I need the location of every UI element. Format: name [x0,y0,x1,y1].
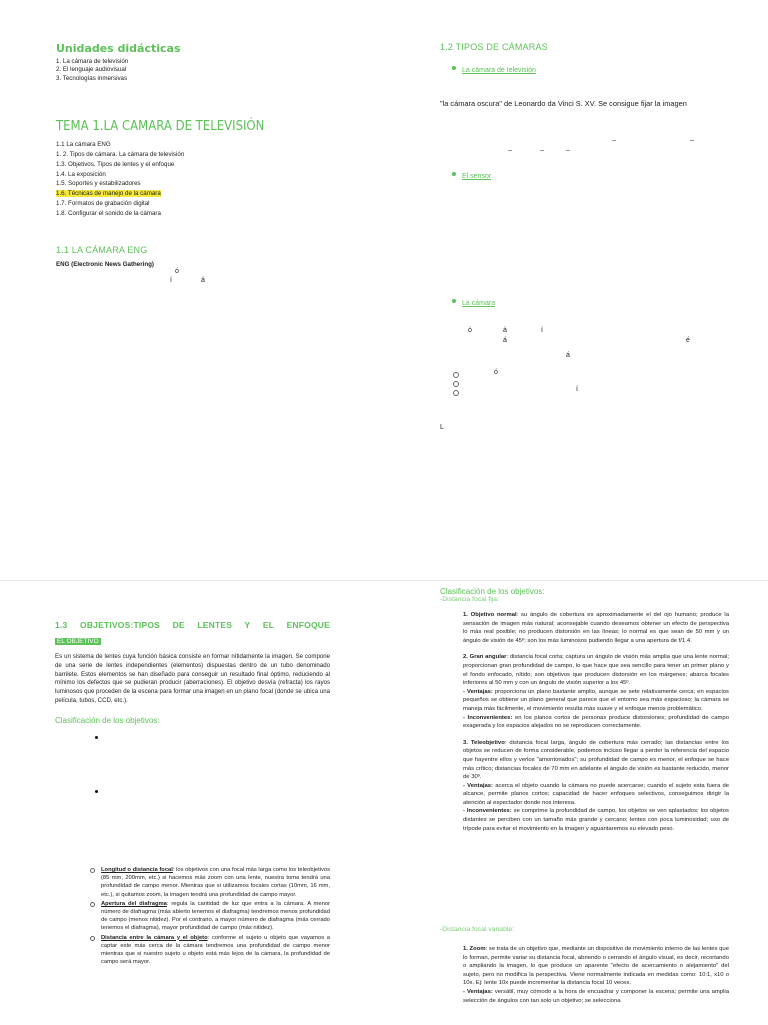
unidad-item: 1. La cámara de televisión [56,58,129,65]
tipos-item-sensor [452,165,491,183]
text-fragment: á [201,277,205,284]
gran-ventajas: - Ventajas: proporciona un plano bastante amplio, aunque se sete relativamente cerca; en espacios pequeños se obtiene un plano general que parece que el entorno sea más espacioso; la cámara se maneja más fácilmente, el movimiento resulta más suave y el enfoque menos problemático. [463,688,729,712]
list-item: Distancia entre la cámara y el objeto: conforme el sujeto u objeto que vayamos a captar este más cerca de la cámara tendremos una profundidad de campo menor mientras que si nuestro sujeto u objeto está más lejos de la cámara, la profundidad de campo será mayor. [90,934,330,967]
text-fragment: á [503,327,507,334]
tipos-item-camara [452,292,495,310]
text-fragment: _ [540,144,544,151]
bullet-icon [95,790,98,793]
unidad-item: 2. El lenguaje audiovisual [56,66,127,74]
profundidad-list [90,866,330,966]
unidades-title: Unidades didácticas [56,42,181,55]
text-fragment: _ [612,134,616,141]
objetivos-heading: 1.3 OBJETIVOS:TIPOS DE LENTES Y EL ENFOQUE [55,620,330,630]
focal-variable-list [463,945,729,1005]
text-fragment: í [541,327,543,334]
list-item: Longitud o distancia focal: los objetivos con una focal más larga como los teleobjetivos (85 mm, 200mm, etc.) si hacemos más zoom con una lente, nuestra toma tendrá una profundidad de campo menor. Mientras que si utilizamos focales cortas (10mm, 16 mm, etc.), si quitamos zoom, la imagen tendrá una profundidad de campo mayor. [90,866,330,899]
tema-toc [56,140,386,218]
toc-item: 1.4. La exposición [56,170,106,178]
unidades-list [56,58,386,83]
toc-item-highlighted: 1.6. Técnicas de manejo de la cámara [56,190,161,198]
list-item: Apertura del diafragma: regula la cantidad de luz que entra a la cámara. A menor número de diafragma (más abierto tenemos el diafragma) tendremos menos profundidad de campo (menos nitidez). Por el contrario, a mayor número de diafragma (más cerrado tenemos el diafragma), mayor profundidad de campo (más nitidez). [90,900,330,933]
right-column-1 [440,42,730,77]
zoom-ventajas: - Ventajas: versátil, muy cómodo a la hora de encuadrar y componer la escena; permite una amplia selección de ángulos con tan solo un objetivo; se selecciona [463,988,729,1004]
tipos-quote: "la cámara oscura" de Leonardo da Vinci S. XV. Se consigue fijar la imagen [440,99,687,108]
text-fragment: _ [690,134,694,141]
text-fragment: í [170,277,172,284]
text-fragment: _ [508,144,512,151]
text-fragment: ó [175,268,179,275]
toc-item: 1.1 La cámara ENG [56,141,111,149]
list-item-zoom: 1. Zoom: se trata de un objetivo que, mediante un dispositivo de movimiento interno de las lentes que lo forman, permite variar su distancia focal, abriendo o cerrando el ángulo visual, es decir, recortando o ampliando la imagen, lo que produce un aparente "efecto de acercamiento o alejamiento" del sujeto, pero no modifica la perspectiva. Viene normalmente indicada en medidas como: 10:1, x10 o 10x. Ej: lente 10x puede incrementar la distancia focal 10 veces. [463,946,729,987]
clasificacion-right-heading: Clasificación de los objetivos: [440,587,545,596]
right-column-2 [440,587,730,603]
toc-item: 1.5. Soportes y estabilizadores [56,180,141,188]
tipos-link-sensor[interactable]: El sensor [462,173,492,180]
document-page-2 [0,580,768,1025]
bullet-icon [452,172,456,176]
tipos-item-tv [440,59,730,77]
bullet-icon [452,66,456,70]
circle-bullet-icon [453,381,459,387]
clasificacion-heading: Clasificación de los objetivos: [55,715,160,725]
tipos-link-tv[interactable]: La cámara de televisión [462,67,536,74]
list-item-gran-angular: 2. Gran angular: distancia focal corta; captura un ángulo de visión más amplia que una lente normal; proporcionan gran profundidad de campo, lo que hace que sea sencillo para tener un primer plano y el fondo enfocado, nítido; son objetivos que producen distorsión en los márgenes; abarca focales inferiores al 50 mm y con un ángulo de visión superior a los 45º. [463,654,729,687]
objetivos-intro: Es un sistema de lentes cuya función básica consiste en formar nítidamente la imagen. Se compone de una serie de lentes independientes (elementos) dispuestas dentro de un tubo denominado barrilete. Estos elementos se han diseñado para conseguir un resultado final óptimo, reduciendo al mínimo los defectos que se pudieran producir (aberraciones). El objetivo desvía (refracta) los rayos luminosos que proceden de la escena para formar una imagen en un plano focal (donde se ubica una película, tubos, CCD, etc.). [55,653,330,704]
text-fragment: ó [468,327,472,334]
text-fragment: L [440,424,444,431]
bullet-icon [95,736,98,739]
text-fragment: á [566,352,570,359]
objetivo-badge-row [55,630,330,648]
tele-ventajas: - Ventajas: acerca el objeto cuando la cámara no puede acercarse; cuando el sujeto esta fuera de alcance, permite planos cortos; capacidad de hacer enfoques selectivos, conseguimos dirigir la atención al espectador donde nos interesa. [463,782,730,806]
circle-bullet-icon [453,372,459,378]
focal-fija-label: -Distancia focal fija: [440,596,499,603]
left-column-1 [56,42,386,269]
text-fragment: á [503,337,507,344]
list-item-teleobjetivo: 3. Teleobjetivo: distancia focal larga, ángulo de cobertura más cerrado; las distancias entre los objetos se reducen de forma considerable, podemos incluso llegar a perder la referencia del espacio que hayentre ellos y verlos "amontonados"; su profundidad de campo es menor, el enfoque se hace más crítico; distancias focales de 70 mm en adelante el ángulo de visión es bastante reducido, menor de 30º. [463,739,729,781]
text-fragment: ó [494,369,498,376]
circle-bullet-icon [90,868,95,873]
tele-inconvenientes: - Inconvenientes: se comprime la profundidad de campo, los objetos se ven aplastados; los objetos distantes se perciben con un tamaño más grande y cercano; lentes con poca luminosidad; uso de trípode para evitar el movimiento en la imagen y aguantaremos su elevado peso. [463,808,729,832]
tema-title: TEMA 1.LA CAMARA DE TELEVISIÓN [56,119,265,135]
tipos-heading: 1.2 TIPOS DE CÁMARAS [440,42,548,52]
circle-bullet-icon [90,902,95,907]
circle-bullet-icon [453,390,459,396]
bullet-icon [452,299,456,303]
list-item-normal: 1. Objetivo normal: su ángulo de cobertura es aproximadamente el del ojo humano; produce la sensación de imagen más natural; aconsejable cuando deseamos obtener un efecto de perspectiva lo más real posible; no producen distorsión en las líneas; lo normal es que sean de 50 mm y un ángulo de visión de 45º; son los más luminosos pudiendo llegar a una apertura de f/1.4. [463,612,729,644]
toc-item: 1.3. Objetivos. Tipos de lentes y el enfoque [56,160,175,168]
text-fragment: _ [566,144,570,151]
circle-bullet-icon [90,936,95,941]
focal-fija-list [463,611,729,833]
objetivo-badge: EL OBJETIVO [57,638,99,645]
toc-item: 1.8. Configurar el sonido de la cámara [56,209,161,217]
toc-item: 1. 2. Tipos de cámara. La cámara de televisión [56,151,185,159]
gran-inconvenientes: - Inconvenientes: en los planos cortos de personas produce distorsiones; profundidad de campo exagerada y los espacios alejados no se reproducen correctamente. [463,714,729,730]
unidad-item: 3. Tecnologías inmersivas [56,74,128,82]
eng-subheading: ENG (Electronic News Gathering) [56,260,154,268]
focal-variable-label: -Distancia focal variable: [440,926,515,933]
eng-heading: 1.1 LA CÁMARA ENG [56,244,148,255]
left-column-2 [55,620,330,725]
toc-item: 1.7. Formatos de grabación digital [56,200,150,207]
text-fragment: í [576,386,578,393]
text-fragment: é [686,337,690,344]
tipos-link-camara[interactable]: La cámara [462,300,496,307]
